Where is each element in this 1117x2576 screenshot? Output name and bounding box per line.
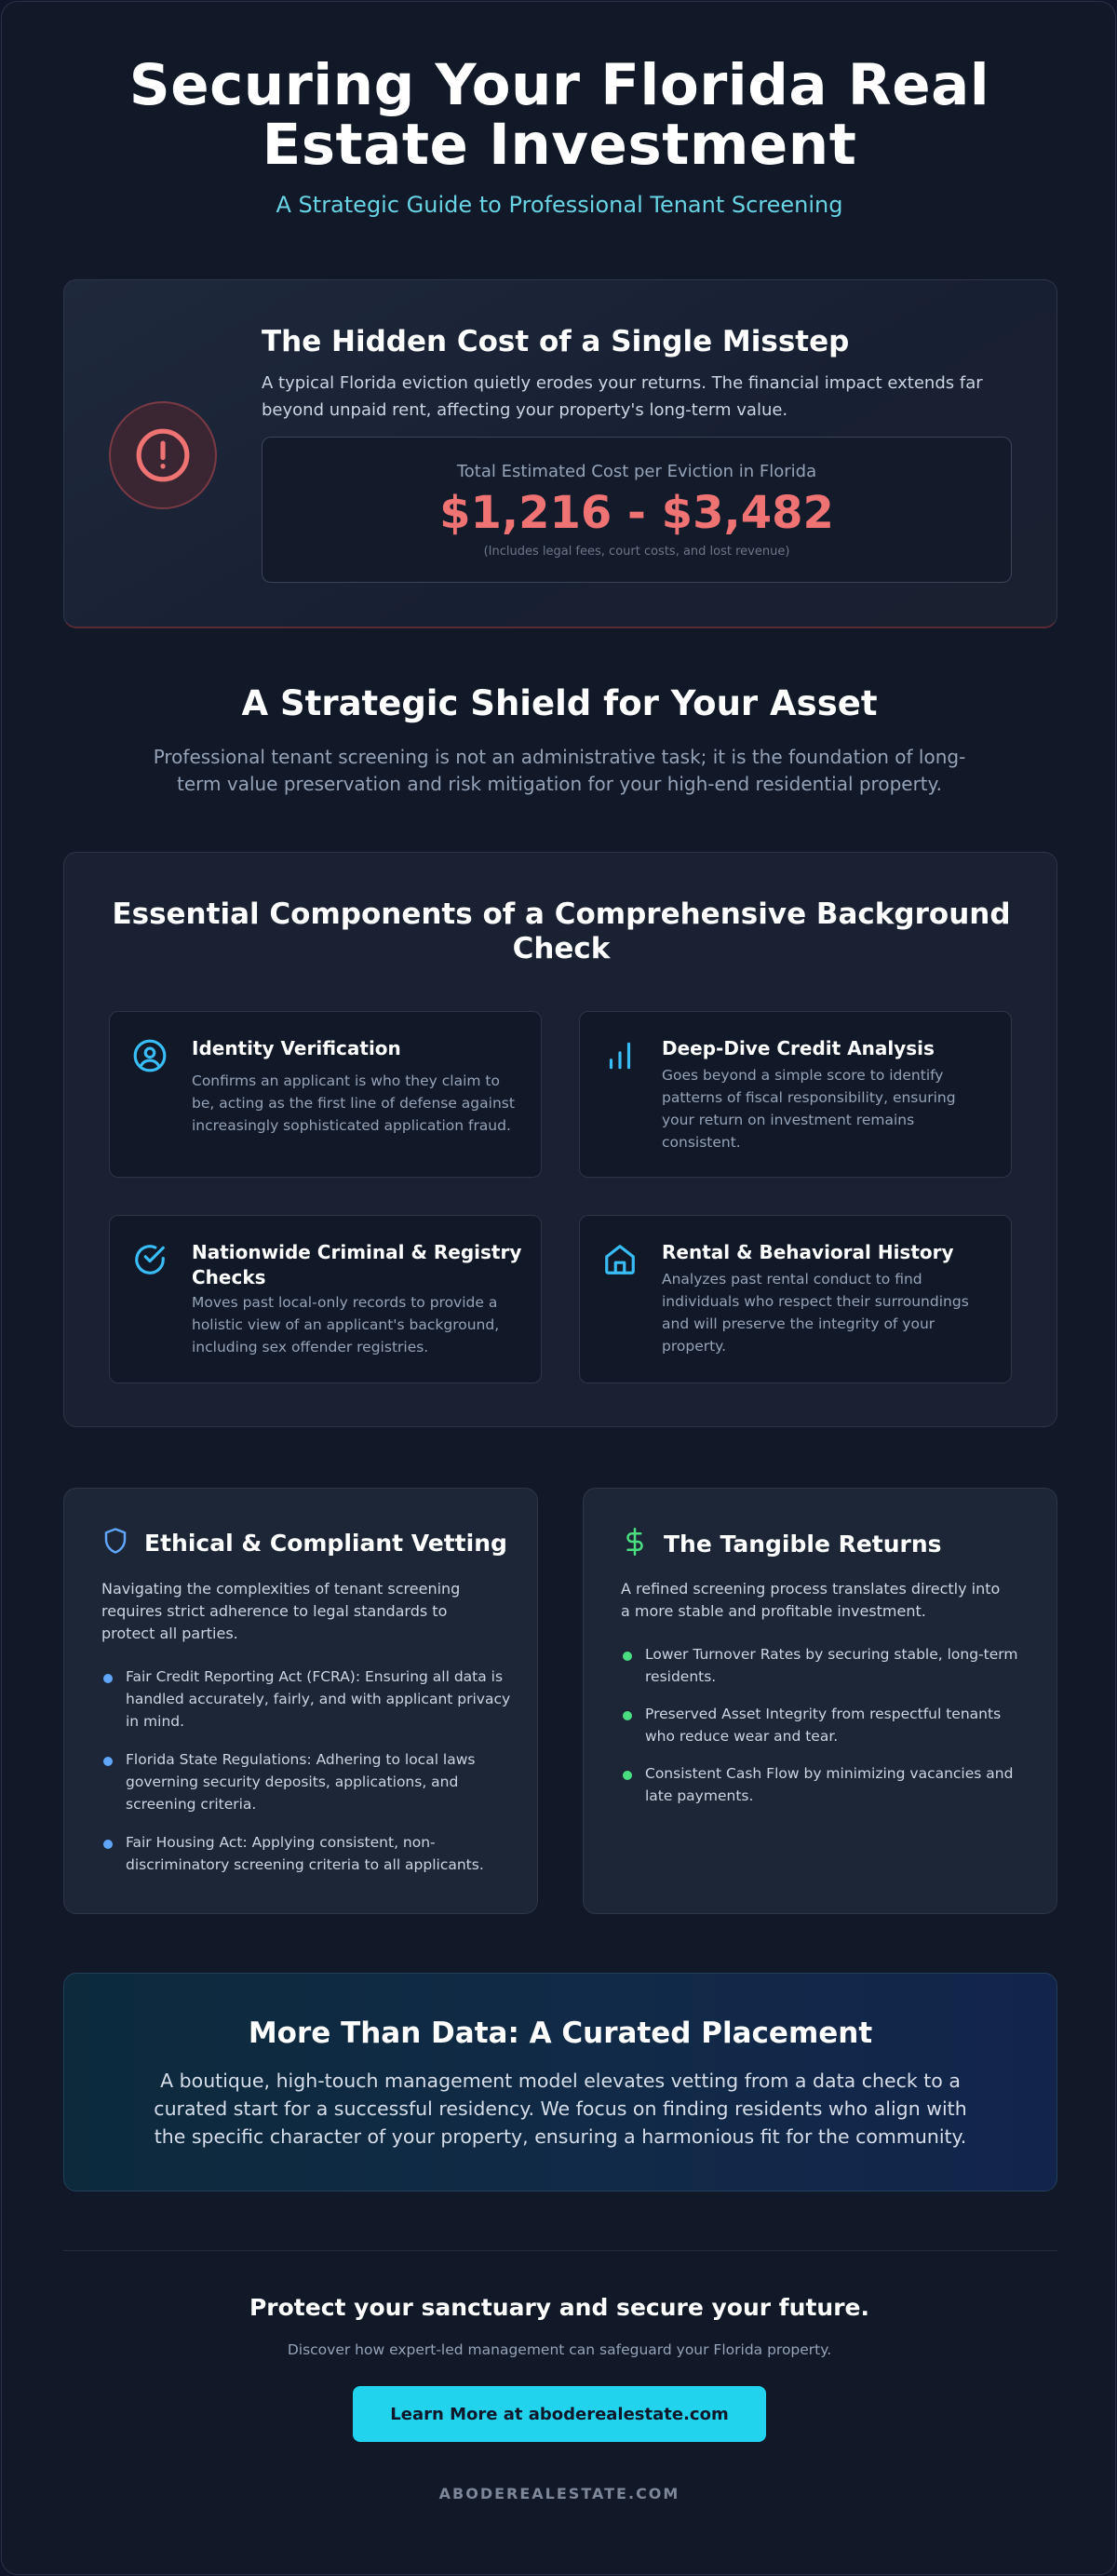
list-item (101, 1748, 511, 1815)
home-icon (602, 1242, 638, 1277)
feature-title: Identity Verification (192, 1037, 401, 1059)
list-item-text: Consistent Cash Flow by minimizing vacancies and late payments. (645, 1765, 1014, 1804)
list-item-text: Fair Credit Reporting Act (FCRA): Ensuring all data is handled accurately, fairly, and with applicant privacy in mind. (126, 1668, 511, 1730)
feature-text: Confirms an applicant is who they claim to be, acting as the first line of defense against increasingly sophisticated application fraud. (192, 1072, 515, 1134)
tangible-returns-header (621, 1526, 942, 1561)
feature-text: Goes beyond a simple score to identify patterns of fiscal responsibility, ensuring your return on investment remains consistent. (662, 1067, 956, 1151)
feature-text: Moves past local-only records to provide a holistic view of an applicant's background, including sex offender registries. (192, 1294, 500, 1355)
bullet-dot (103, 1674, 113, 1683)
shield-icon (101, 1526, 129, 1559)
tangible-returns-intro: A refined screening process translates directly into a more stable and profitable investment. (621, 1580, 1001, 1620)
dollar-icon (621, 1526, 649, 1561)
user-circle-icon (132, 1038, 168, 1073)
feature-title: Rental & Behavioral History (662, 1241, 954, 1263)
check-circle-icon (132, 1242, 168, 1277)
list-item (101, 1666, 511, 1733)
list-item (621, 1643, 1021, 1688)
components-title-line-2: Check (512, 932, 611, 965)
list-item-text: Fair Housing Act: Applying consistent, non-discriminatory screening criteria to all applicants. (126, 1834, 484, 1873)
feature-title: Nationwide Criminal & Registry Checks (192, 1241, 522, 1288)
feature-credit-analysis (579, 1011, 1012, 1178)
eviction-cost-amount: $1,216 - $3,482 (439, 487, 834, 539)
eviction-cost-box (262, 437, 1012, 583)
bullet-dot (103, 1840, 113, 1849)
ethical-vetting-card (63, 1488, 538, 1914)
hidden-cost-card (63, 279, 1057, 628)
components-title-line-1: Essential Components of a Comprehensive Background (112, 897, 1011, 931)
hidden-cost-description-line-1: A typical Florida eviction quietly erodes your returns. The financial impact extends far (262, 373, 983, 393)
page-title (2, 52, 1117, 178)
ethical-vetting-title: Ethical & Compliant Vetting (144, 1529, 507, 1557)
header (2, 52, 1117, 218)
strategic-shield-title: A Strategic Shield for Your Asset (241, 683, 878, 723)
feature-text: Analyzes past rental conduct to find individuals who respect their surroundings and will preserve the integrity of your property. (662, 1271, 969, 1355)
hidden-cost-description (262, 370, 1006, 424)
returns-list (621, 1643, 1021, 1823)
ethical-vetting-intro: Navigating the complexities of tenant screening requires strict adherence to legal standards to protect all parties. (101, 1580, 461, 1642)
bullet-dot (103, 1757, 113, 1766)
bullet-dot (623, 1652, 632, 1661)
eviction-cost-note: (Includes legal fees, court costs, and lost revenue) (483, 545, 790, 559)
components-card (63, 852, 1057, 1427)
bullet-dot (623, 1711, 632, 1720)
compliance-list (101, 1666, 511, 1892)
brand-name: ABODEREALESTATE.COM (438, 2485, 680, 2502)
feature-criminal-registry-checks (109, 1215, 542, 1383)
list-item (101, 1831, 511, 1876)
curated-placement-text: A boutique, high-touch management model elevates vetting from a data check to a curated start for a successful residency. We focus on finding residents who align with the specific character of your property, ensuring a harmonious fit for the community. (154, 2070, 967, 2148)
footer-subtitle: Discover how expert-led management can safeguard your Florida property. (287, 2341, 832, 2358)
page-title-line-2: Estate Investment (262, 112, 857, 178)
learn-more-button[interactable]: Learn More at aboderealestate.com (353, 2386, 766, 2442)
components-title (64, 897, 1058, 966)
page-subtitle: A Strategic Guide to Professional Tenant Screening (276, 192, 843, 218)
tangible-returns-card (583, 1488, 1057, 1914)
list-item (621, 1703, 1021, 1747)
page-title-line-1: Securing Your Florida Real (128, 52, 990, 118)
eviction-cost-label: Total Estimated Cost per Eviction in Florida (456, 462, 817, 481)
footer (2, 2294, 1117, 2502)
hidden-cost-title: The Hidden Cost of a Single Misstep (262, 325, 850, 358)
list-item-text: Preserved Asset Integrity from respectful tenants who reduce wear and tear. (645, 1706, 1002, 1745)
hidden-cost-description-line-2: beyond unpaid rent, affecting your property's long-term value. (262, 400, 788, 420)
list-item (621, 1762, 1021, 1807)
curated-placement-title: More Than Data: A Curated Placement (248, 2016, 873, 2050)
strategic-shield-section (2, 683, 1117, 798)
bar-chart-icon (602, 1038, 638, 1073)
strategic-shield-text: Professional tenant screening is not an administrative task; it is the foundation of long-term value preservation and risk mitigation for your high-end residential property. (153, 746, 966, 795)
list-item-text: Florida State Regulations: Adhering to local laws governing security deposits, applications, and screening criteria. (126, 1751, 476, 1813)
curated-placement-card (63, 1973, 1057, 2192)
tangible-returns-title: The Tangible Returns (664, 1530, 942, 1558)
list-item-text: Lower Turnover Rates by securing stable, long-term residents. (645, 1646, 1018, 1685)
ethical-vetting-header (101, 1526, 507, 1559)
footer-title: Protect your sanctuary and secure your future. (249, 2294, 870, 2321)
feature-identity-verification (109, 1011, 542, 1178)
infographic-page (1, 1, 1116, 2575)
divider (63, 2250, 1057, 2251)
feature-rental-history (579, 1215, 1012, 1383)
feature-title: Deep-Dive Credit Analysis (662, 1037, 935, 1059)
bullet-dot (623, 1771, 632, 1780)
alert-circle-icon (109, 401, 217, 509)
